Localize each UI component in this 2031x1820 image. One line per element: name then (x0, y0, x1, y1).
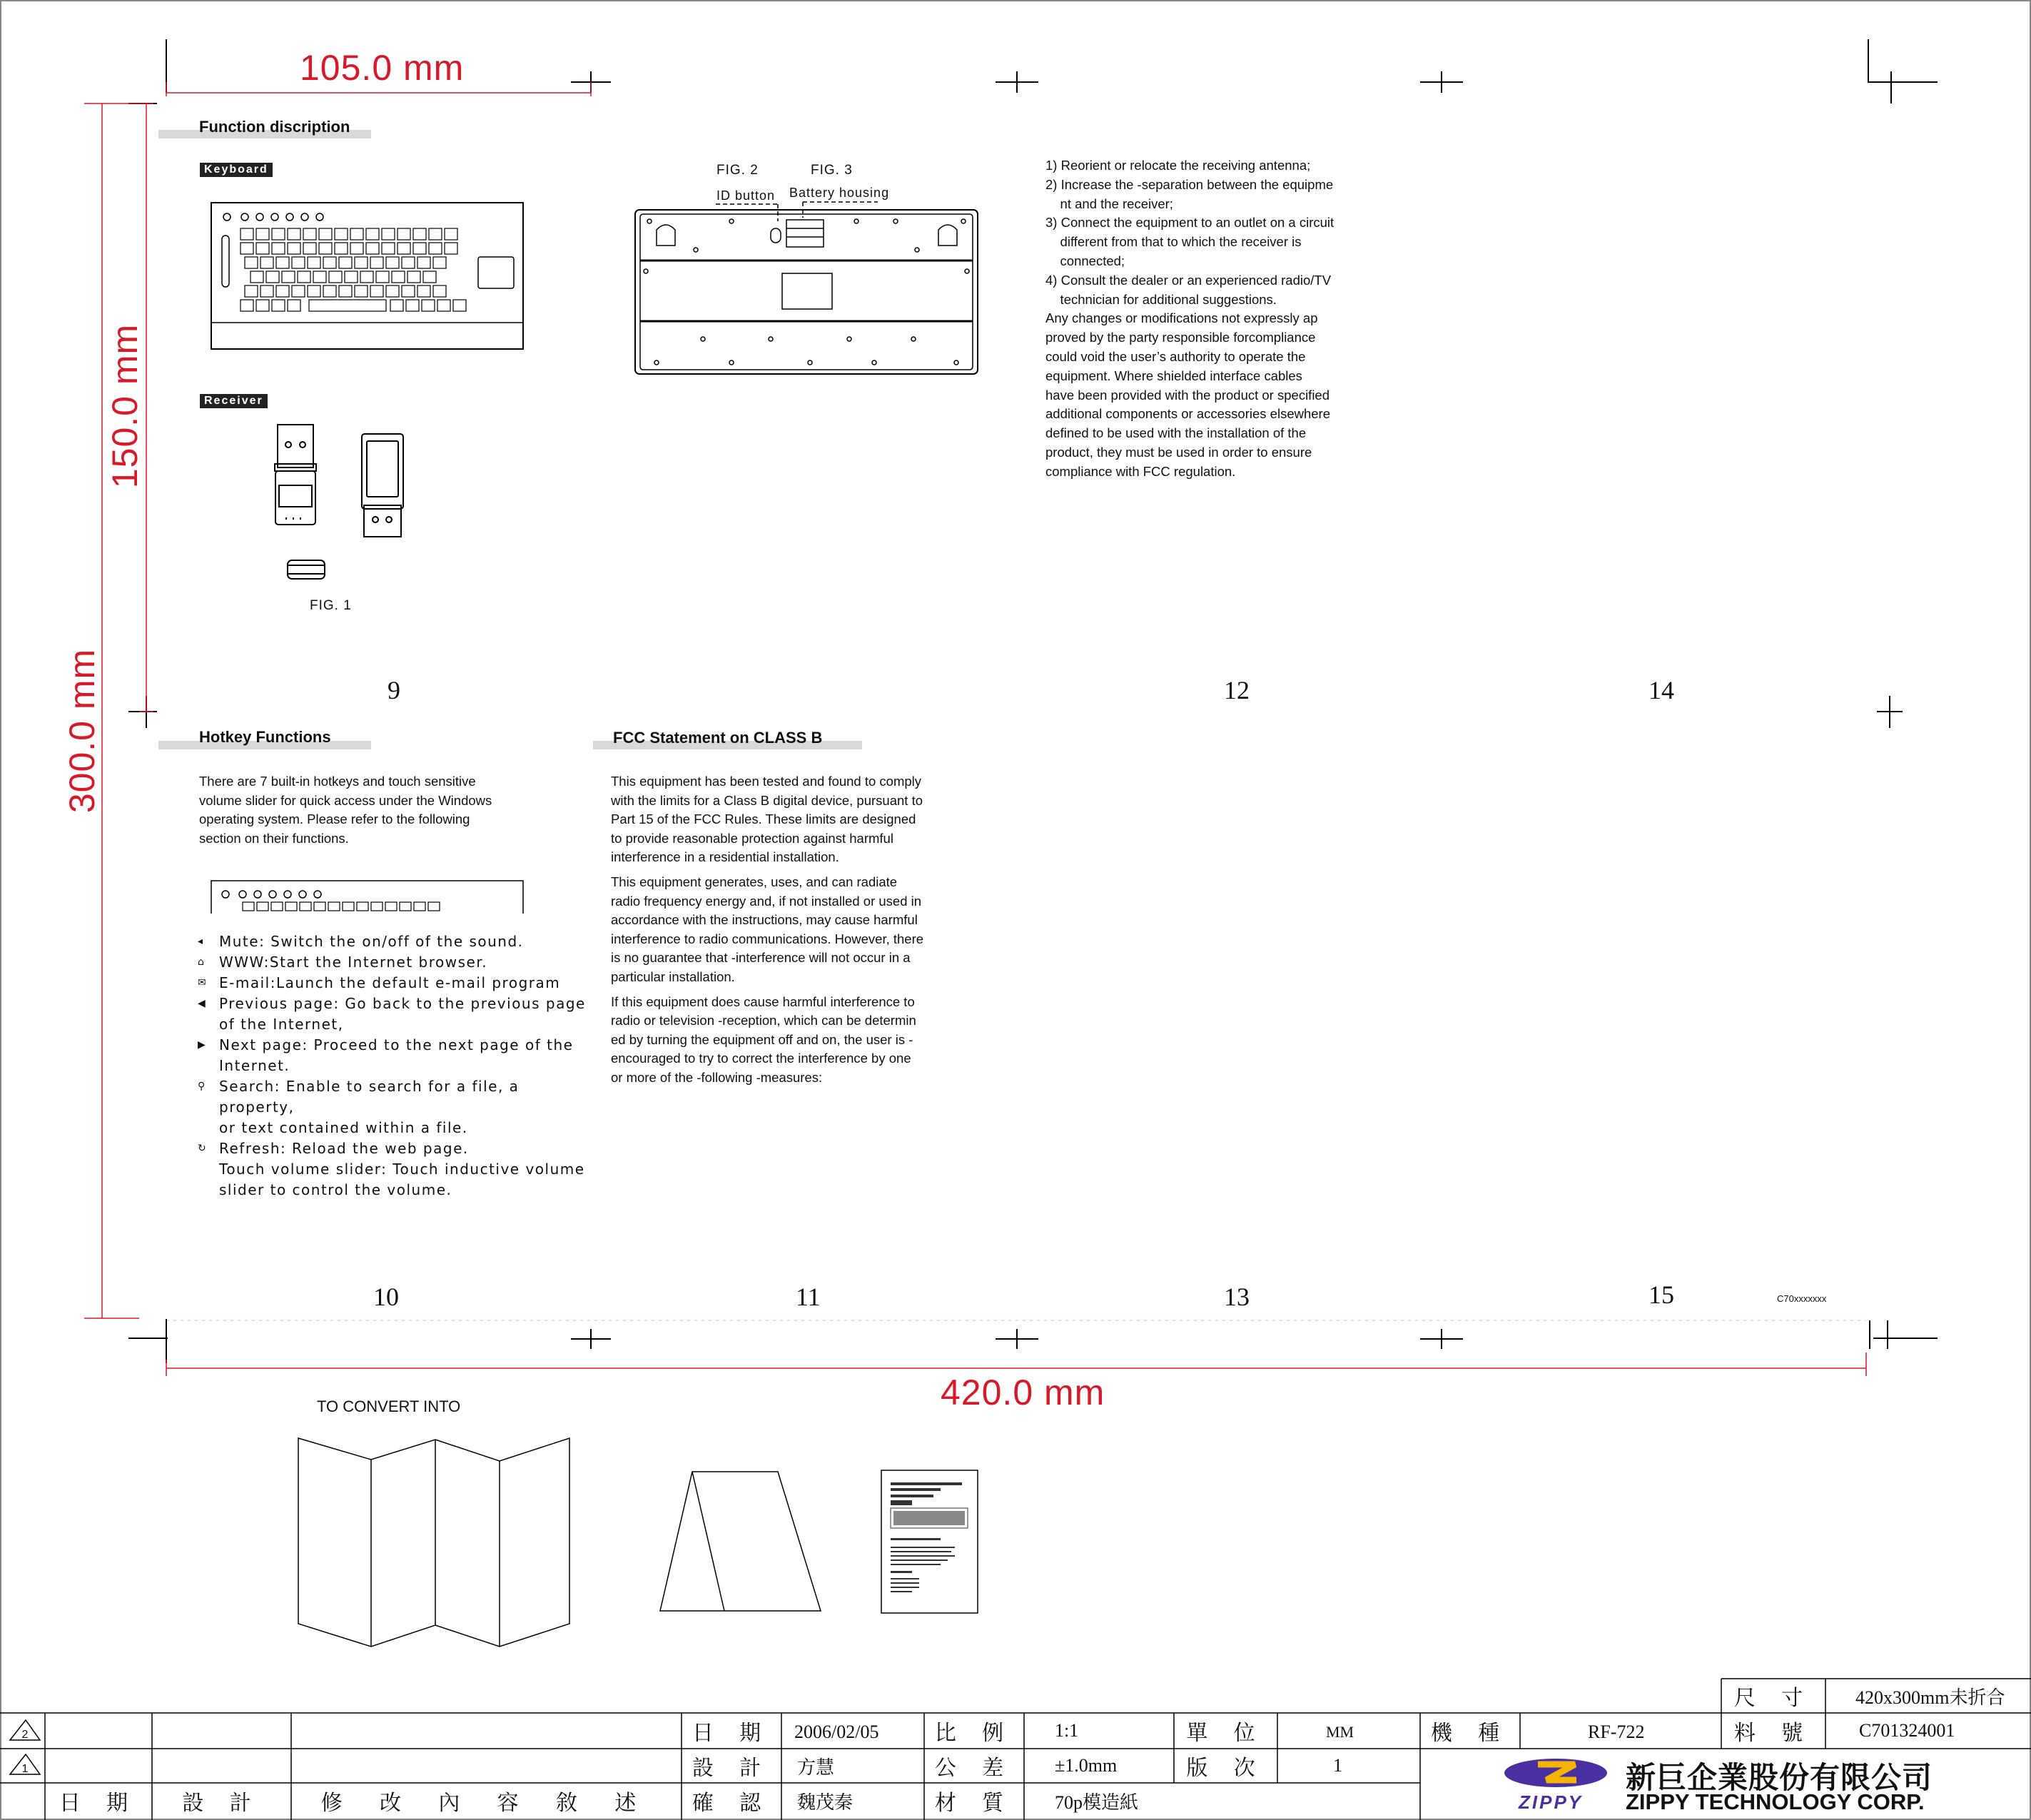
keyboard-key (370, 257, 383, 268)
page-number-13: 13 (1224, 1283, 1250, 1311)
keyboard-key (366, 228, 379, 240)
keyboard-key (366, 243, 379, 254)
keyboard-tag: Keyboard (200, 163, 273, 177)
refresh-icon: ↻ (198, 1143, 208, 1154)
hotkey-description-line: Refresh: Reload the web page. (219, 1140, 469, 1157)
confirm-value: 魏茂秦 (797, 1791, 854, 1813)
page-number-14: 14 (1648, 676, 1674, 704)
fcc-measure-line: different from that to which the receiver is (1045, 234, 1302, 250)
hotkey-description-line: Internet. (219, 1057, 290, 1074)
hotkey-description-line: Previous page: Go back to the previous page (219, 995, 586, 1012)
keyboard-key (371, 902, 383, 911)
size-label: 尺 寸 (1733, 1687, 1813, 1710)
keyboard-key (257, 902, 268, 911)
keyboard-key (256, 228, 269, 240)
fcc-measure-line: could void the user’s authority to operate the (1045, 348, 1306, 364)
keyboard-key (385, 902, 397, 911)
receiver-tag: Receiver (200, 394, 268, 408)
keyboard-key (355, 257, 368, 268)
company-name-en: ZIPPY TECHNOLOGY CORP. (1626, 1789, 1925, 1814)
zippy-logo-icon (1502, 1754, 1609, 1794)
hotkey-description-line: WWW:Start the Internet browser. (219, 954, 488, 971)
keyboard-key (323, 257, 336, 268)
fcc-measure-line: 2) Increase the -separation between the equipme (1045, 176, 1334, 192)
fcc-paragraph-line: to provide reasonable protection against harmful (611, 830, 893, 846)
fcc-measure-line: Any changes or modifications not expressly ap (1045, 310, 1318, 326)
keyboard-key (433, 285, 446, 297)
fcc-paragraph-line: If this equipment does cause harmful interference to (611, 994, 915, 1009)
fcc-paragraph-line: interference to radio communications. However, there (611, 931, 924, 946)
tolerance-value: ±1.0mm (1055, 1755, 1118, 1776)
home-icon: ⌂ (198, 956, 206, 968)
fcc-title: FCC Statement on CLASS B (613, 729, 823, 747)
unit-value: MM (1326, 1723, 1354, 1741)
page-number-12: 12 (1224, 676, 1250, 704)
dim-width-full: 420.0 mm (941, 1372, 1105, 1412)
scale-label: 比 例 (934, 1722, 1014, 1745)
hotkey-description (219, 931, 524, 952)
keyboard-key (413, 228, 426, 240)
date-label: 日 期 (692, 1722, 771, 1745)
fcc-paragraph-line: is no guarantee that -interference will not occur in a (611, 950, 911, 966)
keyboard-key (303, 243, 316, 254)
hotkey-description (219, 973, 560, 994)
fcc-paragraph-line: ed by turning the equipment off and on, the user is - (611, 1031, 913, 1047)
dim-height-small: 150.0 mm (105, 323, 145, 489)
hotkey-description (219, 952, 487, 973)
code-small: C70xxxxxxx (1777, 1293, 1827, 1304)
fcc-measure-line: technician for additional suggestions. (1045, 291, 1277, 307)
keyboard-key (308, 285, 320, 297)
keyboard-key (335, 228, 348, 240)
version-value: 1 (1333, 1755, 1342, 1776)
keyboard-key (328, 902, 340, 911)
keyboard-key (245, 285, 258, 297)
fcc-paragraph-line: radio frequency energy and, if not installed or used in (611, 893, 922, 909)
fcc-measure-line: 4) Consult the dealer or an experienced radio/TV (1045, 272, 1332, 288)
keyboard-key (292, 285, 305, 297)
rev-1-marker: 1 (21, 1763, 29, 1775)
keyboard-key (319, 243, 332, 254)
tolerance-label: 公 差 (934, 1756, 1014, 1780)
company-name-cn: 新巨企業股份有限公司 (1626, 1761, 1933, 1794)
fcc-paragraph-line: particular installation. (611, 969, 735, 984)
keyboard-key (437, 300, 450, 311)
fcc-measure-line: additional components or accessories elsewhere (1045, 406, 1330, 422)
keyboard-key (445, 228, 457, 240)
keyboard-key (314, 902, 325, 911)
hotkey-item (198, 931, 597, 952)
scale-value: 1:1 (1055, 1720, 1079, 1741)
keyboard-key (382, 228, 395, 240)
hotkey-intro-line: section on their functions. (199, 830, 349, 846)
keyboard-key (240, 243, 253, 254)
fcc-paragraph (611, 873, 996, 987)
fcc-measure-line: equipment. Where shielded interface cables (1045, 368, 1302, 383)
fcc-measure-line: have been provided with the product or specified (1045, 387, 1330, 403)
confirm-label: 確 認 (692, 1791, 771, 1815)
hotkey-item (198, 952, 597, 973)
fcc-measure-line: nt and the receiver; (1045, 196, 1173, 211)
hotkey-description (219, 1076, 597, 1138)
forward-arrow-icon: ▶ (198, 1039, 207, 1051)
keyboard-key (288, 243, 300, 254)
keyboard-key (402, 285, 415, 297)
keyboard-key (250, 271, 263, 283)
receiver-illustration (271, 421, 414, 585)
keyboard-key (260, 285, 273, 297)
fcc-paragraph (611, 772, 996, 867)
fcc-measure-line: connected; (1045, 253, 1125, 268)
keyboard-key (339, 257, 352, 268)
material-label: 材 質 (934, 1791, 1014, 1815)
keyboard-key (402, 257, 415, 268)
dim-width-small: 105.0 mm (300, 48, 465, 88)
fcc-paragraph-line: Part 15 of the FCC Rules. These limits are designed (611, 812, 916, 827)
keyboard-key (329, 271, 342, 283)
keyboard-key (339, 285, 352, 297)
keyboard-key (256, 243, 269, 254)
keyboard-key (350, 228, 363, 240)
version-label: 版 次 (1186, 1756, 1265, 1780)
fcc-measure-line: defined to be used with the installation of the (1045, 425, 1307, 441)
keyboard-key (390, 300, 403, 311)
hotkey-item (198, 1138, 597, 1200)
convert-label: TO CONVERT INTO (317, 1397, 461, 1415)
keyboard-key (417, 257, 430, 268)
hotkey-description-line: slider to control the volume. (219, 1181, 452, 1198)
fig1-label: FIG. 1 (310, 598, 352, 613)
hotkey-description-line: Search: Enable to search for a file, a property, (219, 1078, 520, 1116)
part-value: C701324001 (1859, 1720, 1955, 1741)
fcc-paragraph-line: accordance with the instructions, may cause harmful (611, 912, 918, 928)
keyboard-key (357, 902, 368, 911)
keyboard-key (303, 228, 316, 240)
keyboard-key (300, 902, 311, 911)
keyboard-key (400, 902, 411, 911)
keyboard-key (335, 243, 348, 254)
keyboard-key (423, 271, 436, 283)
date-value: 2006/02/05 (794, 1722, 879, 1742)
keyboard-key (272, 243, 285, 254)
keyboard-key (282, 271, 295, 283)
part-label: 料 號 (1733, 1722, 1813, 1745)
keyboard-key (355, 285, 368, 297)
hotkey-intro-line: volume slider for quick access under the Windows (199, 792, 492, 808)
fcc-paragraph-line: radio or television -reception, which can be determin (611, 1013, 916, 1028)
logo-text: ZIPPY (1519, 1791, 1584, 1813)
function-title: Function discription (199, 118, 350, 136)
fig3-label: FIG. 3 (811, 163, 853, 178)
history-description-header: 修 改 內 容 敘 述 (320, 1791, 652, 1815)
fcc-measure-line: compliance with FCC regulation. (1045, 463, 1236, 479)
model-value: RF-722 (1588, 1722, 1645, 1742)
back-arrow-icon: ◀ (198, 998, 207, 1009)
keyboard-key (376, 271, 389, 283)
fig2-label: FIG. 2 (716, 163, 759, 178)
search-icon: ⚲ (198, 1081, 206, 1092)
keyboard-key (453, 300, 466, 311)
keyboard-key (272, 300, 285, 311)
keyboard-key (386, 285, 399, 297)
keyboard-key (298, 271, 310, 283)
keyboard-key (308, 257, 320, 268)
fcc-paragraph-line: or more of the -following -measures: (611, 1069, 823, 1085)
hotkey-title: Hotkey Functions (199, 728, 331, 746)
hotkey-description (219, 1035, 573, 1076)
keyboard-key (272, 228, 285, 240)
battery-housing-label: Battery housing (789, 186, 890, 200)
fcc-paragraph-line: with the limits for a Class B digital device, pursuant to (611, 792, 923, 808)
hotkey-list (198, 931, 597, 1200)
material-value: 70p模造紙 (1055, 1791, 1139, 1813)
keyboard-key (288, 300, 300, 311)
keyboard-key (343, 902, 354, 911)
fcc-measure-line: proved by the party responsible forcompliance (1045, 330, 1316, 345)
keyboard-key (417, 285, 430, 297)
keyboard-key (350, 243, 363, 254)
page-number-15: 15 (1648, 1280, 1674, 1309)
keyboard-key (271, 902, 283, 911)
size-value: 420x300mm未折合 (1855, 1687, 2005, 1708)
keyboard-key (245, 257, 258, 268)
fcc-body (611, 772, 996, 1093)
keyboard-key (433, 257, 446, 268)
hotkey-strip-illustration (211, 879, 525, 914)
hotkey-description-line: Next page: Proceed to the next page of the (219, 1036, 574, 1053)
fcc-paragraph-line: This equipment has been tested and found to comply (611, 774, 922, 789)
hotkey-intro-line: There are 7 built-in hotkeys and touch sensitive (199, 774, 476, 789)
keyboard-key (240, 300, 253, 311)
keyboard-key (392, 271, 405, 283)
model-label: 機 種 (1430, 1722, 1510, 1745)
hotkey-description-line: E-mail:Launch the default e-mail program (219, 974, 561, 991)
keyboard-key (370, 285, 383, 297)
keyboard-key (429, 228, 442, 240)
hotkey-intro (199, 772, 599, 848)
history-date-header: 日 期 (59, 1791, 138, 1815)
keyboard-key (406, 300, 419, 311)
hotkey-description (219, 1138, 585, 1200)
keyboard-key (323, 285, 336, 297)
hotkey-intro-line: operating system. Please refer to the following (199, 812, 470, 827)
keyboard-key (345, 271, 358, 283)
keyboard-bottom-illustration (632, 200, 981, 378)
keyboard-key (266, 271, 279, 283)
keyboard-key (397, 243, 410, 254)
mute-icon: ◂ (198, 936, 204, 947)
keyboard-key (276, 257, 289, 268)
design-label: 設 計 (692, 1756, 771, 1780)
dim-height-full: 300.0 mm (62, 648, 102, 814)
design-value: 方慧 (797, 1756, 835, 1778)
keyboard-key (276, 285, 289, 297)
mail-icon: ✉ (198, 977, 208, 989)
keyboard-key (243, 902, 254, 911)
hotkey-item (198, 973, 597, 994)
keyboard-key (360, 271, 373, 283)
keyboard-key (260, 257, 273, 268)
fcc-measure-line: 1) Reorient or relocate the receiving antenna; (1045, 158, 1311, 173)
keyboard-key (422, 300, 435, 311)
id-button-label: ID button (716, 188, 776, 203)
keyboard-key (319, 228, 332, 240)
rev-2-marker: 2 (21, 1729, 29, 1741)
hotkey-item (198, 1035, 597, 1076)
fcc-paragraph-line: This equipment generates, uses, and can radiate (611, 874, 898, 889)
keyboard-key (386, 257, 399, 268)
hotkey-description-line: Mute: Switch the on/off of the sound. (219, 933, 524, 950)
hotkey-description-line: Touch volume slider: Touch inductive volume (219, 1161, 585, 1178)
fcc-paragraph-line: interference in a residential installation. (611, 849, 839, 865)
hotkey-item (198, 1076, 597, 1138)
page-number-11: 11 (796, 1283, 821, 1311)
keyboard-key (285, 902, 297, 911)
keyboard-key (407, 271, 420, 283)
keyboard-key (429, 243, 442, 254)
keyboard-key (414, 902, 425, 911)
keyboard-spacebar (309, 300, 386, 311)
fcc-measures-list (1045, 156, 1417, 482)
keyboard-key (292, 257, 305, 268)
fcc-measure-line: product, they must be used in order to ensure (1045, 444, 1312, 460)
fcc-paragraph (611, 993, 996, 1088)
folding-diagram (293, 1431, 1006, 1659)
keyboard-key (313, 271, 326, 283)
keyboard-key (445, 243, 457, 254)
keyboard-key (240, 228, 253, 240)
fcc-paragraph-line: encouraged to try to correct the interference by one (611, 1051, 911, 1066)
keyboard-key (428, 902, 440, 911)
fcc-measure-line: 3) Connect the equipment to an outlet on a circuit (1045, 215, 1334, 231)
hotkey-item (198, 994, 597, 1035)
hotkey-description-line: or text contained within a file. (219, 1119, 468, 1136)
page-number-9: 9 (388, 676, 400, 704)
history-design-header: 設 計 (182, 1791, 261, 1815)
page-number-10: 10 (373, 1283, 399, 1311)
keyboard-key (256, 300, 269, 311)
keyboard-key (413, 243, 426, 254)
keyboard-key (397, 228, 410, 240)
hotkey-description-line: of the Internet, (219, 1016, 344, 1033)
keyboard-key (288, 228, 300, 240)
keyboard-illustration (211, 200, 525, 351)
keyboard-key (382, 243, 395, 254)
hotkey-description (219, 994, 586, 1035)
unit-label: 單 位 (1186, 1722, 1265, 1745)
